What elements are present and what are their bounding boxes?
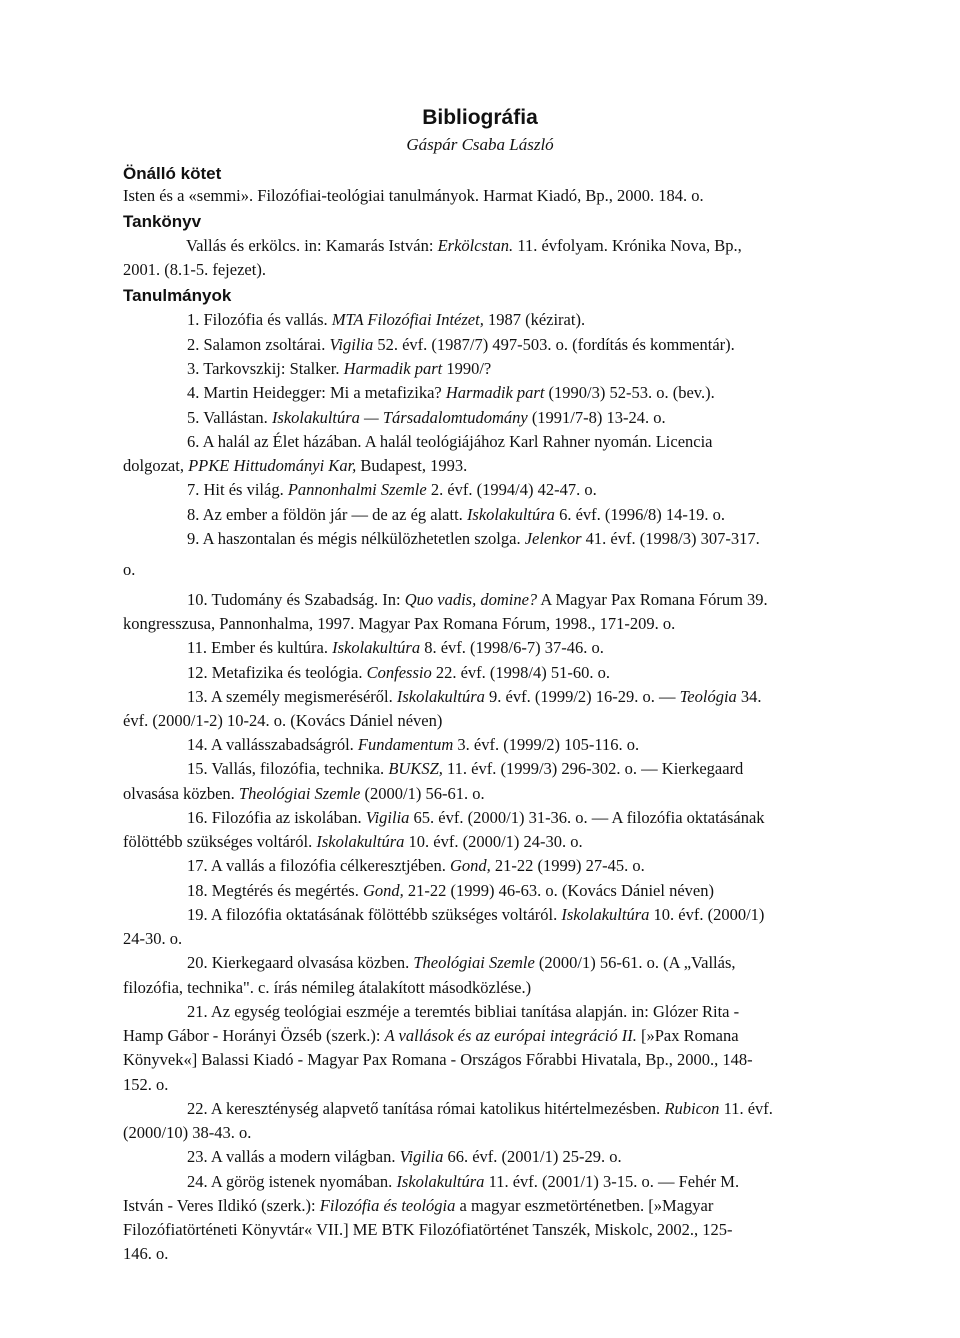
bibliography-line [187,663,610,683]
citation-text: Budapest, 1993. [356,456,468,475]
section-heading-tankonyv: Tankönyv [123,212,202,231]
citation-italic-text: Confessio [366,663,432,682]
citation-text: évf. (2000/1-2) 10-24. o. (Kovács Dániel néven) [123,711,443,730]
citation-text: 1990/? [442,359,492,378]
citation-text: 21. Az egység teológiai eszméje a teremtés bibliai tanítása alapján. in: Glózer Rita - [187,1002,740,1021]
citation-italic-text: Theológiai Szemle [413,953,535,972]
citation-text: (1990/3) 52-53. o. (bev.). [544,383,715,402]
bibliography-line [187,529,760,549]
bibliography-line [187,881,714,901]
bibliography-line [123,711,442,731]
bibliography-line [187,1172,739,1192]
section-heading-onallo: Önálló kötet [123,164,222,183]
citation-text: 11. évf. (1999/3) 296-302. o. — Kierkegaard [442,759,744,778]
citation-italic-text: Vigilia [329,335,374,354]
citation-text: 11. évf. (2001/1) 3-15. o. — Fehér M. [484,1172,740,1191]
citation-text: 12. Metafizika és teológia. [187,663,367,682]
bibliography-line [123,456,467,476]
citation-text: 9. A haszontalan és mégis nélkülözhetetlen szolga. [187,529,525,548]
citation-text: olvasása közben. [123,784,239,803]
bibliography-line [187,638,604,658]
citation-italic-text: Vigilia [365,808,410,827]
citation-text: (1991/7-8) 13-24. o. [527,408,666,427]
bibliography-line [187,408,666,428]
citation-text: 10. évf. (2000/1) [649,905,765,924]
citation-text: 41. évf. (1998/3) 307-317. [581,529,760,548]
bibliography-line [187,1002,739,1022]
citation-text: Hamp Gábor - Horányi Özséb (szerk.): [123,1026,385,1045]
citation-italic-text: Pannonhalmi Szemle [287,480,427,499]
citation-text: 5. Vallástan. [187,408,272,427]
citation-text: 7. Hit és világ. [187,480,288,499]
citation-italic-text: Iskolakultúra [332,638,421,657]
citation-text: 3. Tarkovszkij: Stalker. [187,359,344,378]
bibliography-line [187,432,713,452]
bibliography-line [187,1099,773,1119]
citation-italic-text: Vigilia [399,1147,444,1166]
citation-text: 22. A kereszténység alapvető tanítása római katolikus hitértelmezésben. [187,1099,665,1118]
citation-text: 1987 (kézirat). [483,310,586,329]
citation-text: fölöttébb szükséges voltáról. [123,832,317,851]
citation-text: 146. o. [123,1244,169,1263]
citation-text: Könyvek«] Balassi Kiadó - Magyar Pax Romana - Országos Főrabbi Hivatala, Bp., 2000., 148- [123,1050,753,1069]
citation-text: 13. A személy megismeréséről. [187,687,397,706]
citation-text: 2001. (8.1-5. fejezet). [123,260,266,279]
author-name: Gáspár Csaba László [406,135,554,154]
citation-italic-text: MTA Filozófiai Intézet, [331,310,484,329]
bibliography-line [123,978,531,998]
bibliography-line [187,759,743,779]
bibliography-line [187,310,585,330]
citation-text: 1. Filozófia és vallás. [187,310,332,329]
citation-italic-text: Harmadik part [343,359,443,378]
bibliography-line [123,929,182,949]
citation-text: 20. Kierkegaard olvasása közben. [187,953,414,972]
citation-text: Isten és a «semmi». Filozófiai-teológiai tanulmányok. Harmat Kiadó, Bp., 2000. 184. o. [123,186,704,205]
bibliography-line [123,1244,168,1264]
citation-text: 34. [736,687,762,706]
citation-text: 8. Az ember a földön jár — de az ég alatt. [187,505,467,524]
citation-text: (2000/10) 38-43. o. [123,1123,252,1142]
citation-text: Vallás és erkölcs. in: Kamarás István: [186,236,438,255]
citation-text: 65. évf. (2000/1) 31-36. o. — A filozófia oktatásának [409,808,765,827]
citation-italic-text: A vallások és az európai integráció II. [384,1026,637,1045]
citation-italic-text: Rubicon [664,1099,720,1118]
bibliography-line [187,359,491,379]
bibliography-line [187,856,645,876]
bibliography-line [186,236,742,256]
citation-text: 17. A vallás a filozófia célkeresztjében. [187,856,450,875]
citation-italic-text: Iskolakultúra [316,832,405,851]
citation-text: filozófia, technika". c. írás némileg átalakított másodközlése.) [123,978,532,997]
citation-italic-text: Teológia [679,687,737,706]
bibliography-line [187,505,725,525]
citation-italic-text: Iskolakultúra [396,687,485,706]
bibliography-line [123,186,704,206]
bibliography-line [187,905,764,925]
citation-italic-text: Gond, [449,856,491,875]
bibliography-line [187,590,768,610]
citation-italic-text: Theológiai Szemle [238,784,361,803]
citation-italic-text: Iskolakultúra — Társadalomtudomány [271,408,528,427]
citation-text: 10. Tudomány és Szabadság. In: [187,590,405,609]
citation-text: kongresszusa, Pannonhalma, 1997. Magyar Pax Romana Fórum, 1998., 171-209. o. [123,614,676,633]
bibliography-line [123,1196,713,1216]
citation-text: 152. o. [123,1075,169,1094]
citation-text: 21-22 (1999) 46-63. o. (Kovács Dániel néven) [403,881,714,900]
citation-italic-text: Erkölcstan. [437,236,514,255]
citation-text: 24-30. o. [123,929,183,948]
citation-text: 2. évf. (1994/4) 42-47. o. [426,480,597,499]
citation-italic-text: Harmadik part [445,383,545,402]
citation-italic-text: Iskolakultúra [466,505,555,524]
citation-text: A Magyar Pax Romana Fórum 39. [537,590,768,609]
citation-text: [»Pax Romana [636,1026,739,1045]
citation-text: 6. évf. (1996/8) 14-19. o. [554,505,725,524]
bibliography-line [123,832,583,852]
citation-italic-text: Iskolakultúra [396,1172,485,1191]
citation-text: 4. Martin Heidegger: Mi a metafizika? [187,383,446,402]
citation-text: 6. A halál az Élet házában. A halál teológiájához Karl Rahner nyomán. Licencia [187,432,713,451]
bibliography-line [187,1147,622,1167]
bibliography-line [187,687,762,707]
citation-italic-text: Fundamentum [357,735,454,754]
bibliography-line [123,1050,753,1070]
citation-text: a magyar eszmetörténetben. [»Magyar [455,1196,714,1215]
citation-italic-text: BUKSZ, [388,759,443,778]
citation-text: dolgozat, [123,456,189,475]
citation-text: 21-22 (1999) 27-45. o. [490,856,645,875]
citation-text: 11. évf. [719,1099,773,1118]
citation-text: 8. évf. (1998/6-7) 37-46. o. [420,638,604,657]
bibliography-line [187,953,736,973]
bibliography-line [123,784,485,804]
citation-text: 19. A filozófia oktatásának fölöttébb szükséges voltáról. [187,905,562,924]
citation-text: o. [123,560,136,579]
citation-text: 3. évf. (1999/2) 105-116. o. [453,735,640,754]
citation-text: 52. évf. (1987/7) 497-503. o. (fordítás és kommentár). [373,335,735,354]
citation-text: 23. A vallás a modern világban. [187,1147,400,1166]
bibliography-line [123,260,266,280]
citation-text: Filozófiatörténeti Könyvtár« VII.] ME BTK Filozófiatörténet Tanszék, Miskolc, 2002., 125- [123,1220,733,1239]
citation-text: 66. évf. (2001/1) 25-29. o. [443,1147,622,1166]
bibliography-line [123,560,135,580]
citation-text: 16. Filozófia az iskolában. [187,808,366,827]
section-heading-tanulmanyok: Tanulmányok [123,286,232,305]
citation-italic-text: Jelenkor [524,529,582,548]
bibliography-line [187,480,597,500]
citation-italic-text: Gond, [362,881,404,900]
citation-italic-text: Quo vadis, domine? [404,590,538,609]
citation-text: 11. Ember és kultúra. [187,638,333,657]
citation-text: (2000/1) 56-61. o. [360,784,485,803]
citation-text: 2. Salamon zsoltárai. [187,335,330,354]
bibliography-line [187,383,715,403]
citation-text: 10. évf. (2000/1) 24-30. o. [404,832,583,851]
bibliography-line [123,1220,733,1240]
bibliography-line [187,735,639,755]
page-title: Bibliográfia [422,106,538,129]
citation-text: 11. évfolyam. Krónika Nova, Bp., [513,236,742,255]
bibliography-line [123,1075,168,1095]
citation-italic-text: Filozófia és teológia [319,1196,456,1215]
citation-italic-text: Iskolakultúra [561,905,650,924]
citation-text: 22. évf. (1998/4) 51-60. o. [431,663,610,682]
citation-text: 18. Megtérés és megértés. [187,881,363,900]
citation-text: (2000/1) 56-61. o. (A „Vallás, [534,953,736,972]
citation-italic-text: PPKE Hittudományi Kar, [188,456,357,475]
citation-text: 24. A görög istenek nyomában. [187,1172,397,1191]
bibliography-line [187,335,735,355]
bibliography-line [187,808,765,828]
citation-text: 9. évf. (1999/2) 16-29. o. — [484,687,680,706]
bibliography-line [123,1123,251,1143]
citation-text: István - Veres Ildikó (szerk.): [123,1196,320,1215]
bibliography-line [123,1026,739,1046]
citation-text: 14. A vallásszabadságról. [187,735,358,754]
citation-text: 15. Vallás, filozófia, technika. [187,759,389,778]
bibliography-line [123,614,675,634]
